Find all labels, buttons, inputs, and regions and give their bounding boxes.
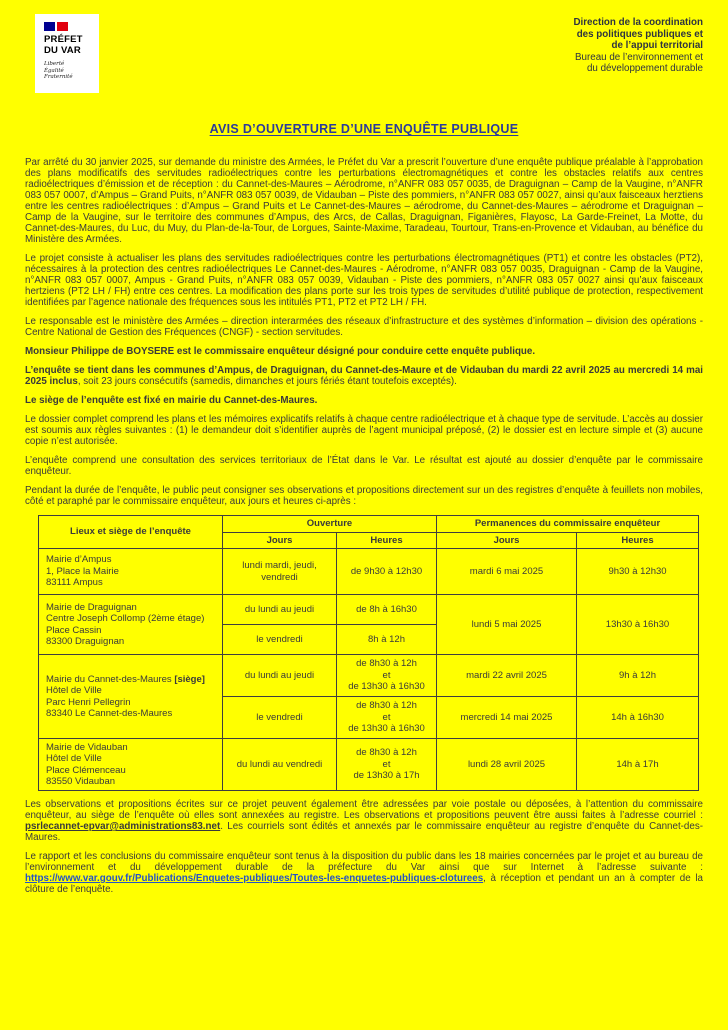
paragraph-rapport (25, 851, 703, 895)
lieu-line (46, 674, 219, 686)
permanence-heures-cell: 14h à 17h (577, 739, 699, 791)
lieu-line: 83340 Le Cannet-des-Maures (46, 708, 173, 719)
lieu-line: Mairie de Draguignan (46, 601, 137, 613)
permanence-jours-cell: mardi 22 avril 2025 (437, 655, 577, 697)
heures-line: de 8h30 à 12h (356, 747, 417, 759)
paragraph-arrete: Par arrêté du 30 janvier 2025, sur demande du ministre des Armées, le Préfet du Var a prescrit l’ouverture d’une enquête publique préalable à l’approbation des plans modificatifs des servitudes radioélectriques contre les perturbations électromagnétiques et contre les obstacles relatifs aux centres radioélectriques d’émission et de réception : du Cannet-des-Maures – Aérodrome, n°ANFR 083 057 0035, de Draguignan – Camp de la Vaugine, n°ANFR 083 057 0007, d’Ampus – Grand Puits, n°ANFR 083 057 0039, de Vidauban – Piste des pommiers, n°ANFR 083 057 0027, ainsi qu’aux faisceaux herztiens entre les centres radioélectriques : d’Ampus – Grand Puits et Le Cannet-des-Maures – aérodrome, du Cannet-des-Maures – aérodrome et Draguignan – Camp de la Vaugine, sur le territoire des communes d’Ampus, des Arcs, de Callas, Draguignan, Figanières, Flayosc, La Garde-Freinet, La Motte, du Cannet-des-Maures, du Luc, du Muy, du Plan-de-la-Tour, de Lorgues, Sainte-Maxime, Taradeau, Tourtour, Trans-en-Provence et Vidauban, au bénéfice du Ministère des Armées. (25, 157, 703, 245)
lieu-line: Parc Henri Pellegrin (46, 696, 131, 708)
flag-blue-block (44, 22, 55, 31)
lieu-line: Place Cassin (46, 624, 102, 636)
heures-cell: de 9h30 à 12h30 (337, 549, 437, 595)
enquetes-publiques-url[interactable]: https://www.var.gouv.fr/Publications/Enquetes-publiques/Toutes-les-enquetes-publiques-cloturees (25, 873, 484, 884)
page-title: AVIS D’OUVERTURE D’UNE ENQUÊTE PUBLIQUE (209, 122, 519, 136)
document-body (25, 157, 703, 895)
lieu-line: Mairie de Vidauban (46, 741, 128, 753)
lieu-line: Place Clémenceau (46, 764, 126, 776)
jours-cell: le vendredi (223, 625, 337, 655)
issuing-service (573, 14, 703, 75)
heures-line: et (382, 758, 391, 770)
header-permanences: Permanences du commissaire enquêteur (437, 516, 699, 533)
table-row-draguignan (39, 595, 699, 625)
motto-fraternite: Fraternité (44, 74, 73, 80)
jours-cell: le vendredi (223, 697, 337, 739)
table-row-ampus (39, 549, 699, 595)
rapport-text-2: , à réception et pendant un an à compter de la clôture de l’enquête. (25, 873, 703, 895)
paragraph-dossier: Le dossier complet comprend les plans et les mémoires explicatifs relatifs à chaque centre radioélectrique et à chaque type de servitude. L’accès au dossier est soumis aux règles suivantes : (1) le demandeur doit s’identifier auprès de l’agent municipal préposé, (2) le dossier est en lecture simple et (3) aucune copie n’est autorisée. (25, 414, 703, 447)
permanence-heures-cell: 13h30 à 16h30 (577, 595, 699, 655)
jours-cell: du lundi au jeudi (223, 595, 337, 625)
heures-line: de 13h30 à 17h (353, 770, 420, 782)
lieu-line: Mairie d’Ampus (46, 554, 112, 566)
header-heures-permanence: Heures (577, 532, 699, 549)
header-jours-permanence: Jours (437, 532, 577, 549)
french-flag-icon (44, 22, 94, 31)
permanence-jours-cell: mercredi 14 mai 2025 (437, 697, 577, 739)
paragraph-commissaire: Monsieur Philippe de BOYSERE est le commissaire enquêteur désigné pour conduire cette enquête publique. (25, 346, 536, 357)
paragraph-responsable: Le responsable est le ministère des Armées – direction interarmées des réseaux d’infrastructure et des systèmes d’information – division des opérations - Centre National de Gestion des Fréquences (CNGF) - section servitudes. (25, 316, 703, 338)
prefet-du-var-logo (35, 14, 99, 93)
header-heures-ouverture: Heures (337, 532, 437, 549)
motto-liberte: Liberté (44, 61, 65, 67)
heures-line: de 13h30 à 16h30 (348, 681, 425, 693)
dates-enquete-bold: L’enquête se tient dans les communes d’Ampus, de Draguignan, du Cannet-des-Maure et de Vidauban du mardi 22 avril 2025 au mercredi 14 mai 2025 inclus (25, 365, 703, 387)
observations-text-2: . Les courriels sont édités et annexés par le commissaire enquêteur au registre d’enquête du Cannet-des-Maures. (25, 821, 703, 843)
lieu-line: Centre Joseph Collomp (2ème étage) (46, 613, 205, 624)
dates-enquete-rest: , soit 23 jours consécutifs (samedis, dimanches et jours fériés étant toutefois exceptés). (77, 376, 457, 387)
header-jours-ouverture: Jours (223, 532, 337, 549)
lieu-line: 83300 Draguignan (46, 636, 125, 647)
heures-line: de 13h30 à 16h30 (348, 723, 425, 735)
lieu-line: 83550 Vidauban (46, 776, 116, 787)
heures-cell: de 8h à 16h30 (337, 595, 437, 625)
heures-line: de 8h30 à 12h (356, 658, 417, 670)
service-line: de l’appui territorial (611, 40, 703, 51)
lieu-line-text: Mairie du Cannet-des-Maures (46, 673, 175, 685)
jours-cell: du lundi au jeudi (223, 655, 337, 697)
table-row-cannet (39, 655, 699, 697)
heures-line: et (382, 711, 391, 723)
lieu-cell (39, 739, 223, 791)
heures-cell (337, 739, 437, 791)
logo-name-line1: PRÉFET (44, 34, 83, 45)
rapport-text-1: Le rapport et les conclusions du commissaire enquêteur sont tenus à la disposition du public dans les 18 mairies concernées par le projet et au bureau de l’environnement et du développement durable de la préfecture du Var ainsi que sur Internet à l’adresse suivante : (25, 851, 703, 873)
observations-text-1: Les observations et propositions écrites sur ce projet peuvent également être adressées par voie postale ou déposées, à l’attention du commissaire enquêteur, au siège de l’enquête où elles sont annexées au registre. Les observations et propositions peuvent être aussi faites à l’adresse courriel : (25, 799, 703, 821)
paragraph-registres: Pendant la durée de l’enquête, le public peut consigner ses observations et propositions directement sur un des registres d’enquête à feuillets non mobiles, côté et paraphé par le commissaire enquêteur, aux jours et heures ci-après : (25, 485, 703, 507)
permanence-heures-cell: 9h30 à 12h30 (577, 549, 699, 595)
flag-red-block (57, 22, 68, 31)
table-row-vidauban (39, 739, 699, 791)
logo-name-line2: DU VAR (44, 44, 81, 56)
header-ouverture: Ouverture (223, 516, 437, 533)
logo-motto (44, 61, 94, 81)
jours-cell: du lundi au vendredi (223, 739, 337, 791)
heures-cell (337, 697, 437, 739)
heures-line: et (382, 669, 391, 681)
permanence-heures-cell: 9h à 12h (577, 655, 699, 697)
lieu-line: Hôtel de Ville (46, 753, 102, 764)
service-line: Direction de la coordination (573, 17, 703, 28)
lieu-cell (39, 595, 223, 655)
lieu-line: 1, Place la Mairie (46, 565, 119, 577)
logo-name (44, 35, 94, 56)
service-line: des politiques publiques et (576, 28, 703, 40)
permanence-jours-cell: mardi 6 mai 2025 (437, 549, 577, 595)
paragraph-dates-enquete (25, 365, 703, 387)
bureau-line: Bureau de l’environnement et (575, 51, 703, 63)
permanence-jours-cell: lundi 5 mai 2025 (437, 595, 577, 655)
bureau-line: du développement durable (586, 63, 703, 74)
title-wrap (25, 120, 703, 138)
motto-egalite: Égalité (44, 67, 64, 74)
permanence-jours-cell: lundi 28 avril 2025 (437, 739, 577, 791)
lieu-line: Hôtel de Ville (46, 685, 102, 696)
paragraph-siege: Le siège de l’enquête est fixé en mairie du Cannet-des-Maures. (25, 395, 318, 406)
lieu-cell (39, 549, 223, 595)
email-link[interactable]: psrlecannet-epvar@administrations83.net (25, 821, 221, 832)
permanence-heures-cell: 14h à 16h30 (577, 697, 699, 739)
heures-cell: 8h à 12h (337, 625, 437, 655)
lieu-line: 83111 Ampus (46, 577, 103, 589)
lieu-cell (39, 655, 223, 739)
document-header (25, 14, 703, 93)
paragraph-observations (25, 799, 703, 843)
paragraph-projet: Le projet consiste à actualiser les plans des servitudes radioélectriques contre les perturbations électromagnétiques (PT1) et contre les obstacles (PT2), nécessaires à la protection des centres radioélectriques Le Cannet-des-Maures - Aérodrome, n°ANFR 083 057 0035, Draguignan - Camp de la Vaugine, n°ANFR 083 057 0007, Ampus - Grand Puits, n°ANFR 083 057 0039, Vidauban - Piste des pommiers, n°ANFR 083 057 0027 ainsi qu’aux faisceaux hertziens (PT2 LH / FH) entre ces centres. La modification des plans porte sur les trois types de servitudes d’utilité publique de protection, respectivement identifiées par l’agence nationale des fréquences sous les intitulés PT1, PT2 et PT2 LH / FH. (25, 253, 703, 308)
jours-cell: lundi mardi, jeudi, vendredi (223, 549, 337, 595)
table-header-row (39, 516, 699, 533)
heures-cell (337, 655, 437, 697)
header-lieux: Lieux et siège de l’enquête (39, 516, 223, 549)
siege-tag: [siège] (174, 673, 205, 685)
enquete-schedule-table (38, 515, 699, 791)
heures-line: de 8h30 à 12h (356, 700, 417, 712)
paragraph-consultation: L’enquête comprend une consultation des services territoriaux de l’État dans le Var. Le résultat est ajouté au dossier d’enquête par le commissaire enquêteur. (25, 455, 703, 477)
